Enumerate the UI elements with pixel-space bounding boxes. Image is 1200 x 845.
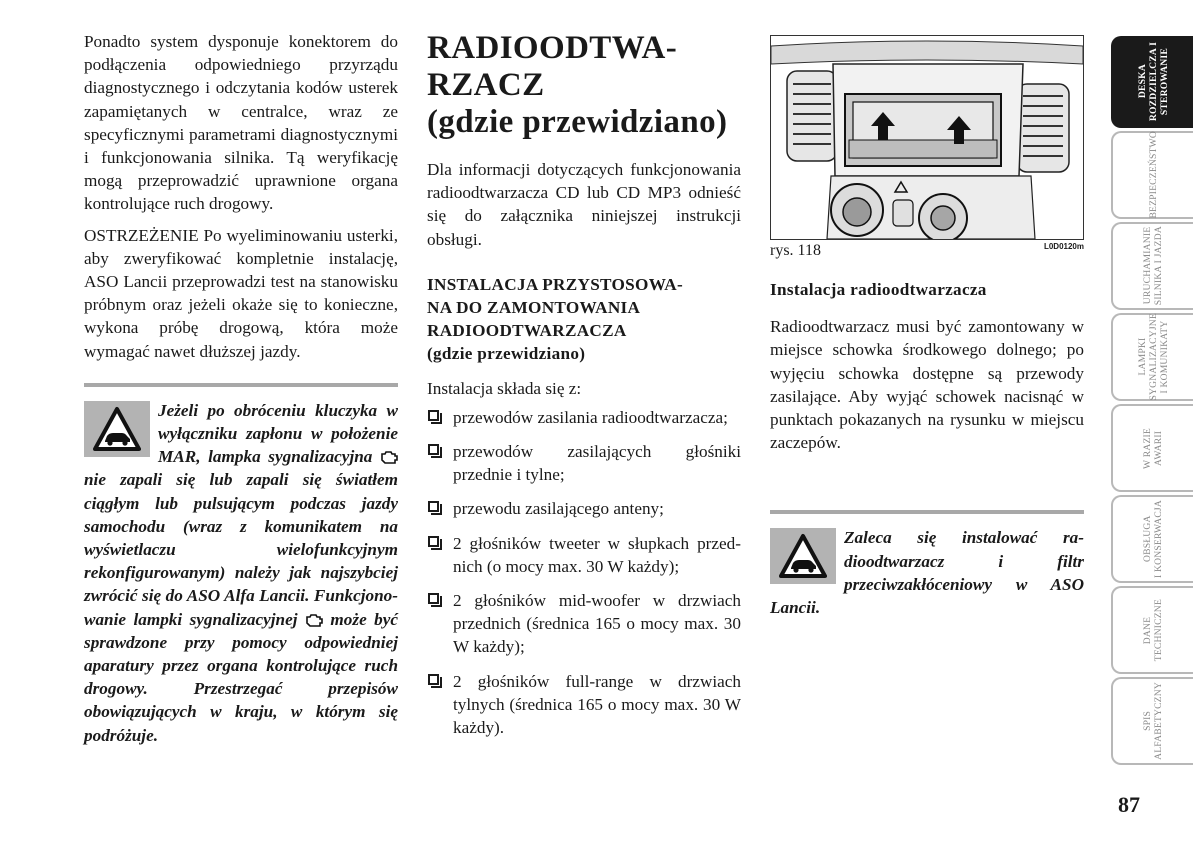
paragraph-diagnostics: Ponadto system dysponuje konektorem do podłączenia odpowiedniego przyrządu diagnostycznego i odczytania kodów usterek zapamiętanych w centralce, wraz ze specyficznymi parametrami diagnostycznymi i funkcjonowania silnika. Tą weryfikację mogą przeprowadzić uprawnione organa kontrolujące ruch drogowy. (84, 32, 398, 214)
warning-text: Zaleca się instalować radioodtwarzacz i filtr przeciwzakłóceniowy w ASO Lancii. (770, 528, 1084, 618)
divider (84, 383, 398, 387)
tab-deska-rozdzielcza[interactable]: DESKA ROZDZIELCZA I STEROWANIE (1111, 36, 1193, 128)
tab-w-razie-awarii[interactable]: W RAZIE AWARII (1111, 404, 1193, 492)
middle-column (427, 30, 741, 750)
installation-heading: Instalacja radioodtwarzacza (770, 280, 987, 299)
installation-paragraph: Radioodtwarzacz musi być zamontowany w miejsce schowka środkowego dolnego; po wyjęciu schowka dostępne są przewody zasilające. Aby wyjąć schowek nacisnąć w punktach pokazanych na rysunku w miejscu zaczepów. (770, 317, 1084, 453)
divider (770, 510, 1084, 514)
paragraph-warning-note: OSTRZEŻENIE Po wyeliminowaniu usterki, aby zweryfikować kompletnie instalację, ASO Lancii przeprowadzi test na stanowisku próbnym oraz jeżeli okaże się to konieczne, wykona próbę drogową, która może wymagać nawet dłuższej jazdy. (84, 225, 398, 361)
warning-text-1: Jeżeli po obróceniu kluczyka w wyłączniku zapłonu w położenie MAR, lampka sygnalizacyjna (158, 400, 398, 467)
left-column (84, 30, 398, 747)
figure-number: rys. 118 (770, 242, 821, 259)
components-list (427, 406, 741, 739)
tab-bezpieczenstwo[interactable]: BEZPIECZEŃSTWO (1111, 131, 1193, 219)
engine-warning-lamp-icon (380, 450, 398, 465)
right-column (770, 35, 1084, 619)
tab-lampki[interactable]: LAMPKI SYGNALIZACYJNE I KOMUNIKATY (1111, 313, 1193, 401)
list-lead: Instalacja składa się z: (427, 378, 582, 398)
section-title: RADIOODTWA- RZACZ (gdzie przewidziano) (427, 30, 728, 140)
checkbox-bullet-icon (428, 410, 439, 421)
checkbox-bullet-icon (428, 536, 439, 547)
warning-triangle-icon (84, 401, 150, 457)
figure-code: L0D0120m (1043, 242, 1084, 251)
checkbox-bullet-icon (428, 501, 439, 512)
tab-spis-alfabetyczny[interactable]: SPIS ALFABETYCZNY (1111, 677, 1193, 765)
list-item: przewodów zasilających głośniki przednie i tylne; (427, 440, 741, 486)
list-item: przewodu zasilającego anteny; (427, 497, 741, 520)
figure-caption (770, 240, 1084, 266)
checkbox-bullet-icon (428, 674, 439, 685)
tab-dane-techniczne[interactable]: DANE TECHNICZNE (1111, 586, 1193, 674)
checkbox-bullet-icon (428, 444, 439, 455)
warning-text-3: może być sprawdzone przy pomocy odpowiedniej aparatury przez organa kontrolujące ruch drogowy. Przestrzegać przepisów obowiązujących w kraju, w którym się podróżuje. (84, 609, 398, 745)
tab-obsluga[interactable]: OBSŁUGA I KONSERWACJA (1111, 495, 1193, 583)
warning-block (84, 399, 398, 747)
intro-paragraph: Dla informacji dotyczących funkcjonowania radioodtwarzacza CD lub CD MP3 odnieść się do załącznika niniejszej instrukcji obsługi. (427, 160, 741, 249)
list-item: 2 głośników mid-woofer w drzwiach przednich (średnica 165 o mocy max. 30 W każdy); (427, 589, 741, 659)
page-number: 87 (1118, 792, 1140, 817)
chapter-tabs (1111, 36, 1193, 768)
list-item: przewodów zasilania radioodtwarzacza; (427, 406, 741, 429)
tab-uruchamianie[interactable]: URUCHAMIANIE SILNIKA I JAZDA (1111, 222, 1193, 310)
warning-triangle-icon (770, 528, 836, 584)
warning-text-2: nie zapali się lub zapali się światłem ciągłym lub pulsującym podczas jazdy samochodu (wraz z komunikatem na wyświetlaczu wielofunkcyjnym rekonfigurowanym) należy jak najszybciej zwrócić się do ASO Alfa Lancii. Funkcjonowanie lampki sygnalizacyjnej (84, 470, 398, 629)
list-item: 2 głośników tweeter w słupkach przednich (o mocy max. 30 W każdy); (427, 532, 741, 578)
engine-warning-lamp-icon (305, 613, 323, 628)
checkbox-bullet-icon (428, 593, 439, 604)
subheading: INSTALACJA PRZYSTOSOWA- NA DO ZAMONTOWANIA RADIOODTWARZACZA (gdzie przewidziano) (427, 274, 684, 364)
list-item: 2 głośników full-range w drzwiach tylnych (średnica 165 o mocy max. 30 W każdy). (427, 670, 741, 740)
warning-block (770, 526, 1084, 619)
dashboard-illustration (770, 35, 1084, 240)
